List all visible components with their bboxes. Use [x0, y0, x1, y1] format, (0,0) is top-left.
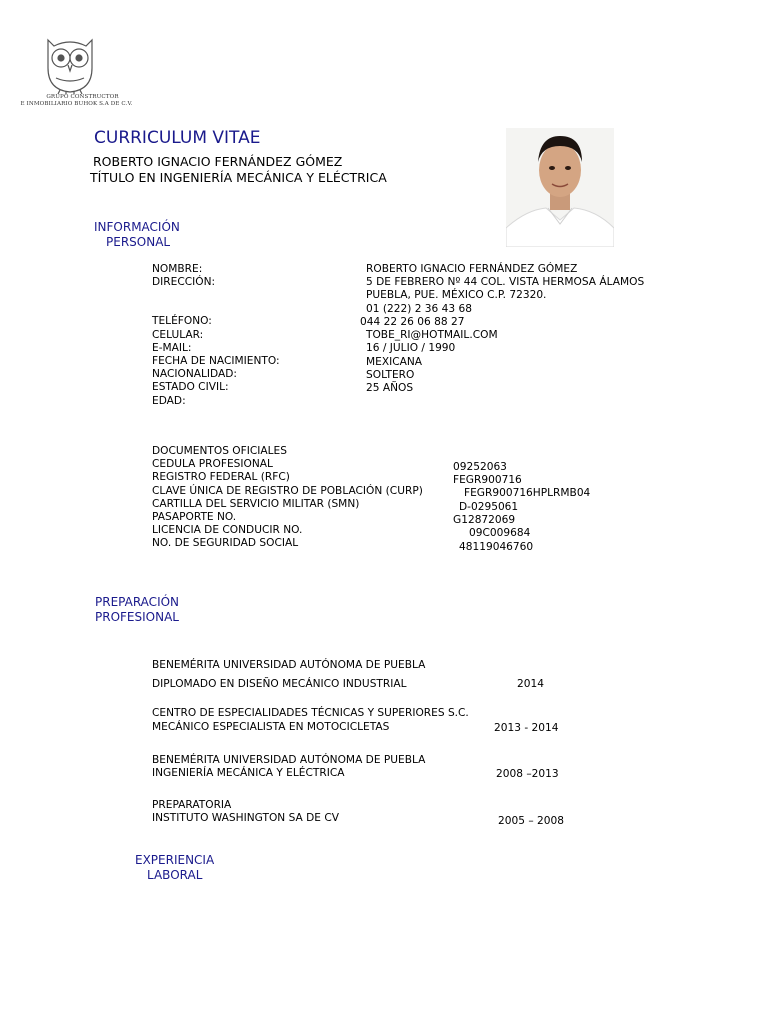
section-experience-line1: EXPERIENCIA: [135, 853, 215, 867]
value-passport: G12872069: [453, 514, 516, 526]
logo-line-1: GRUPO CONSTRUCTOR: [46, 94, 119, 100]
profile-photo: [506, 128, 614, 247]
value-smn: D-0295061: [459, 501, 519, 513]
value-phone: 01 (222) 2 36 43 68: [366, 303, 472, 315]
section-education-heading: [95, 595, 179, 625]
section-experience-line2: LABORAL: [147, 868, 203, 882]
education-institution: PREPARATORIA: [152, 799, 232, 811]
label-civil: ESTADO CIVIL:: [152, 381, 229, 394]
education-years: 2013 - 2014: [494, 722, 559, 734]
value-name: ROBERTO IGNACIO FERNÁNDEZ GÓMEZ: [366, 263, 578, 275]
education-institution: BENEMÉRITA UNIVERSIDAD AUTÓNOMA DE PUEBLA: [152, 754, 426, 766]
value-address-2: PUEBLA, PUE. MÉXICO C.P. 72320.: [366, 289, 547, 301]
full-name: ROBERTO IGNACIO FERNÁNDEZ GÓMEZ: [93, 154, 343, 169]
label-birth: FECHA DE NACIMIENTO:: [152, 355, 280, 368]
section-personal-heading: [94, 220, 180, 250]
label-cedula: CEDULA PROFESIONAL: [152, 458, 273, 471]
value-email: TOBE_RI@HOTMAIL.COM: [366, 329, 498, 341]
page-title: CURRICULUM VITAE: [94, 128, 261, 148]
label-nationality: NACIONALIDAD:: [152, 368, 237, 381]
education-institution: CENTRO DE ESPECIALIDADES TÉCNICAS Y SUPERIORES S.C.: [152, 707, 469, 719]
education-program: DIPLOMADO EN DISEÑO MECÁNICO INDUSTRIAL: [152, 678, 407, 690]
section-education-line1: PREPARACIÓN: [95, 595, 180, 609]
section-personal-line1: INFORMACIÓN: [94, 220, 180, 234]
label-phone: TELÉFONO:: [152, 315, 212, 328]
section-experience-heading: [135, 853, 214, 883]
label-rfc: REGISTRO FEDERAL (RFC): [152, 471, 290, 484]
value-license: 09C009684: [469, 527, 531, 539]
documents-heading: DOCUMENTOS OFICIALES: [152, 445, 287, 457]
label-age: EDAD:: [152, 394, 186, 407]
value-address-1: 5 DE FEBRERO Nº 44 COL. VISTA HERMOSA ÁLAMOS: [366, 276, 645, 288]
logo-line-2: E INMOBILIARIO BUHOK S.A DE C.V.: [20, 101, 133, 107]
section-personal-line2: PERSONAL: [106, 235, 171, 249]
value-nss: 48119046760: [459, 541, 534, 553]
personal-labels: [152, 263, 280, 408]
value-cell: 044 22 26 06 88 27: [360, 316, 465, 328]
value-rfc: FEGR900716: [453, 474, 522, 486]
education-program: INGENIERÍA MECÁNICA Y ELÉCTRICA: [152, 767, 345, 779]
education-institution: BENEMÉRITA UNIVERSIDAD AUTÓNOMA DE PUEBLA: [152, 659, 426, 671]
label-license: LICENCIA DE CONDUCIR NO.: [152, 524, 303, 537]
value-birth: 16 / JULIO / 1990: [366, 342, 456, 354]
label-name: NOMBRE:: [152, 263, 203, 275]
label-passport: PASAPORTE NO.: [152, 511, 237, 524]
section-education-line2: PROFESIONAL: [95, 610, 179, 624]
value-nationality: MEXICANA: [366, 356, 423, 368]
degree-title: TÍTULO EN INGENIERÍA MECÁNICA Y ELÉCTRICA: [90, 170, 387, 185]
label-smn: CARTILLA DEL SERVICIO MILITAR (SMN): [152, 497, 360, 510]
education-program: MECÁNICO ESPECIALISTA EN MOTOCICLETAS: [152, 721, 390, 733]
value-age: 25 AÑOS: [366, 382, 414, 394]
value-curp: FEGR900716HPLRMB04: [464, 487, 591, 499]
education-years: 2014: [517, 678, 544, 690]
label-address: DIRECCIÓN:: [152, 276, 216, 289]
education-years: 2008 –2013: [496, 768, 559, 780]
education-years: 2005 – 2008: [498, 815, 564, 827]
education-program: INSTITUTO WASHINGTON SA DE CV: [152, 812, 339, 824]
label-email: E-MAIL:: [152, 341, 192, 354]
label-curp: CLAVE ÚNICA DE REGISTRO DE POBLACIÓN (CURP): [152, 484, 423, 497]
company-logo: [10, 32, 135, 110]
label-nss: NO. DE SEGURIDAD SOCIAL: [152, 537, 299, 550]
owl-icon: [18, 32, 143, 94]
documents-labels: [152, 445, 423, 551]
value-cedula: 09252063: [453, 461, 507, 473]
value-civil: SOLTERO: [366, 369, 415, 381]
label-cell: CELULAR:: [152, 328, 204, 341]
